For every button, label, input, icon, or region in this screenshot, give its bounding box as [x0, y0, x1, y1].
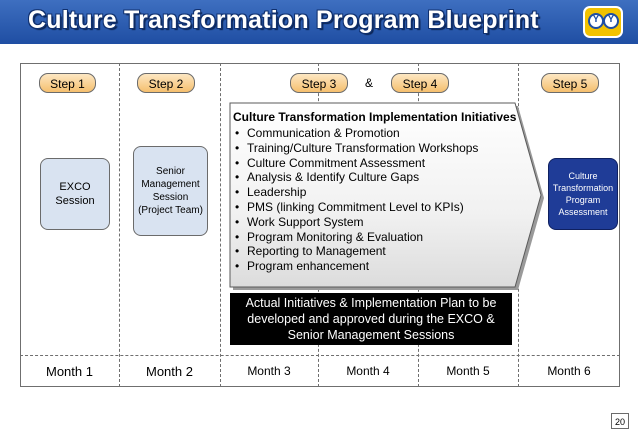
implementation-note: Actual Initiatives & Implementation Plan to be developed and approved during the EXCO & Senior Management Sessions — [230, 293, 512, 345]
logo-ring-left: Y — [588, 13, 604, 29]
exco-session-label: EXCO Session — [55, 181, 95, 207]
initiatives-panel — [233, 110, 523, 274]
month-3-label: Month 3 — [247, 364, 291, 378]
list-item: • Training/Culture Transformation Workshops — [233, 141, 523, 156]
page-number: 20 — [611, 413, 629, 429]
month-5-label: Month 5 — [446, 364, 490, 378]
assessment-label: Culture Transformation Program Assessment — [552, 171, 614, 217]
list-item: • Culture Commitment Assessment — [233, 156, 523, 171]
list-item: • PMS (linking Commitment Level to KPIs) — [233, 200, 523, 215]
initiatives-list — [233, 126, 523, 274]
step-4-pill: Step 4 — [391, 73, 449, 93]
step-1-pill: Step 1 — [39, 73, 96, 93]
list-item: • Analysis & Identify Culture Gaps — [233, 170, 523, 185]
step-3-pill: Step 3 — [290, 73, 348, 93]
month-1-label: Month 1 — [46, 364, 93, 379]
list-item: • Communication & Promotion — [233, 126, 523, 141]
senior-session-label: Senior Management Session (Project Team) — [138, 166, 203, 216]
list-item: • Program enhancement — [233, 259, 523, 274]
month-6-label: Month 6 — [547, 364, 591, 378]
list-item: • Reporting to Management — [233, 244, 523, 259]
logo-ring-right: Y — [603, 13, 619, 29]
step-2-pill: Step 2 — [137, 73, 195, 93]
page-title: Culture Transformation Program Blueprint — [28, 6, 539, 34]
initiatives-title: Culture Transformation Implementation Initiatives — [233, 110, 517, 124]
list-item: • Program Monitoring & Evaluation — [233, 230, 523, 245]
steps-connector: & — [365, 76, 374, 90]
month-4-label: Month 4 — [346, 364, 390, 378]
month-2-label: Month 2 — [146, 364, 193, 379]
assessment-box — [548, 158, 618, 230]
list-item: • Work Support System — [233, 215, 523, 230]
list-item: • Leadership — [233, 185, 523, 200]
step-5-pill: Step 5 — [541, 73, 599, 93]
